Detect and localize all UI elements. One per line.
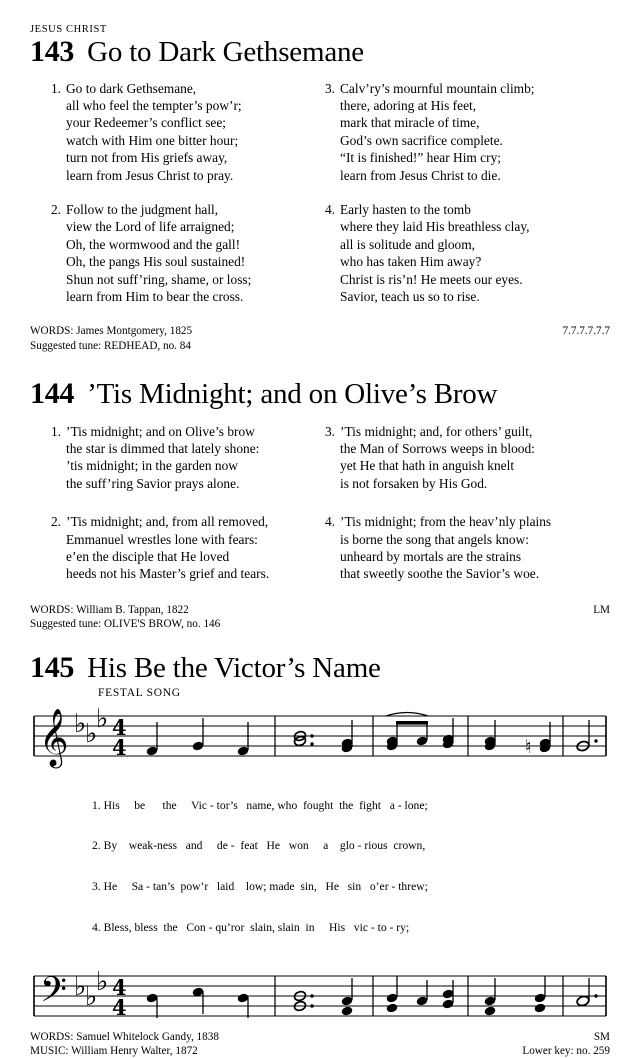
verse: [320, 80, 610, 184]
verse-line: watch with Him one bitter hour;: [66, 132, 239, 148]
natural-icon: ♮: [525, 735, 532, 758]
credit-row-words: [30, 324, 610, 338]
hymn-145-title-row: [30, 652, 610, 684]
flat-icon: ♭: [96, 967, 109, 997]
bass-staff: [30, 968, 610, 1026]
verse-line: ’tis midnight; in the garden now: [66, 458, 238, 474]
lower-key-note: Lower key: no. 259: [522, 1045, 610, 1058]
notes-bass: [146, 976, 606, 1018]
verse: [46, 201, 320, 305]
verse-line: heeds not his Master’s grief and tears.: [66, 566, 270, 582]
hymn-144-verses: [30, 423, 610, 583]
verse: [46, 80, 320, 184]
credit-row-words: [30, 1030, 610, 1044]
hymn-143-verses: [30, 80, 610, 306]
words-credit: WORDS: Samuel Whitelock Gandy, 1838: [30, 1030, 219, 1043]
verse-line: e’en the disciple that He loved: [66, 548, 230, 564]
lyric-stanza-4: 4. Bless, bless the Con - qu’ror slain, slain in His vic - to - ry;: [92, 921, 410, 935]
verse-lines: [66, 513, 320, 583]
verse-number: 4.: [324, 201, 335, 217]
verse-line: mark that miracle of time,: [340, 115, 480, 131]
verse-line: all is solitude and gloom,: [340, 236, 476, 252]
treble-staff: [30, 708, 610, 770]
verse-lines: [66, 80, 320, 184]
verse-line: the star is dimmed that lately shone:: [66, 440, 260, 456]
music-treble-system: [30, 708, 610, 770]
hymn-144-title: ’Tis Midnight; and on Olive’s Brow: [87, 378, 498, 410]
music-bass-system: [30, 968, 610, 1026]
hymn-145-title: His Be the Victor’s Name: [87, 652, 381, 684]
words-credit: WORDS: James Montgomery, 1825: [30, 325, 193, 338]
verse-number: 2.: [50, 514, 61, 530]
flat-icon: ♭: [85, 718, 98, 749]
verse-lines: [66, 201, 320, 305]
hymn-143-title: Go to Dark Gethsemane: [87, 36, 364, 68]
verse-line: Savior, teach us so to rise.: [340, 288, 480, 304]
verse-line: learn from Jesus Christ to die.: [340, 167, 501, 183]
verse-line: there, adoring at His feet,: [340, 97, 477, 113]
verse-line: view the Lord of life arraigned;: [66, 219, 235, 235]
verse-line: Go to dark Gethsemane,: [66, 80, 197, 96]
verse-line: Calv’ry’s mournful mountain climb;: [340, 80, 535, 96]
verse-line: your Redeemer’s conflict see;: [66, 115, 227, 131]
hymn-143: [30, 24, 610, 353]
verse-line: the suff’ring Savior prays alone.: [66, 475, 240, 491]
verse: [320, 513, 610, 583]
verse-line: ’Tis midnight; and on Olive’s brow: [66, 423, 255, 439]
verse-line: Early hasten to the tomb: [340, 201, 471, 217]
hymn-145: [30, 652, 610, 1058]
verse-line: Emmanuel wrestles lone with fears:: [66, 531, 258, 547]
hymn-143-credits: [30, 324, 610, 352]
hymn-143-column-right: [320, 80, 610, 306]
verse-line: ’Tis midnight; from the heav’nly plains: [340, 514, 552, 530]
verse-lines: [66, 423, 320, 493]
verse-number: 3.: [324, 423, 335, 439]
verse-line: that sweetly soothe the Savior’s woe.: [340, 566, 540, 582]
lyric-stanza-2: 2. By weak-ness and de - feat He won a glo - rious crown,: [92, 839, 426, 853]
verse-number: 2.: [50, 201, 61, 217]
hymn-144-column-right: [320, 423, 610, 583]
time-signature-bottom: 4: [112, 734, 127, 760]
hymn-144-title-row: [30, 378, 610, 410]
verse-line: Christ is ris’n! He meets our eyes.: [340, 271, 523, 287]
hymn-143-number: 143: [30, 35, 75, 68]
verse-line: learn from Jesus Christ to pray.: [66, 167, 234, 183]
notes-treble: [146, 712, 606, 758]
verse-line: Shun not suff’ring, shame, or loss;: [66, 271, 252, 287]
suggested-tune-credit: Suggested tune: OLIVE'S BROW, no. 146: [30, 617, 221, 630]
suggested-tune-credit: Suggested tune: REDHEAD, no. 84: [30, 339, 191, 352]
bass-clef-icon: 𝄢: [40, 968, 68, 1018]
credit-row-tune: [30, 339, 610, 353]
hymn-143-column-left: [30, 80, 320, 306]
verse-line: unheard by mortals are the strains: [340, 548, 522, 564]
verse: [320, 201, 610, 305]
verse: [46, 513, 320, 583]
hymn-144: [30, 378, 610, 631]
verse: [320, 423, 610, 493]
verse: [46, 423, 320, 493]
flat-icon: ♭: [74, 708, 87, 739]
verse-line: is borne the song that angels know:: [340, 531, 529, 547]
hymn-143-title-row: [30, 36, 610, 68]
verse-line: learn from Him to bear the cross.: [66, 288, 244, 304]
meter-label: 7.7.7.7.7.7: [562, 325, 610, 338]
credit-row-music: [30, 1044, 610, 1058]
hymn-145-tune-name: FESTAL SONG: [98, 686, 181, 699]
music-lyrics: [92, 772, 610, 962]
meter-label: LM: [593, 603, 610, 616]
verse-line: Oh, the pangs His soul sustained!: [66, 254, 246, 270]
flat-icon: ♭: [96, 707, 109, 734]
verse-line: ’Tis midnight; and, for others’ guilt,: [340, 423, 533, 439]
verse-line: Follow to the judgment hall,: [66, 201, 219, 217]
verse-number: 4.: [324, 514, 335, 530]
time-signature-top: 4: [112, 974, 127, 1000]
words-credit: WORDS: William B. Tappan, 1822: [30, 603, 189, 616]
hymn-145-number: 145: [30, 651, 75, 684]
credit-row-tune: [30, 617, 610, 631]
flat-icon: ♭: [74, 971, 87, 1002]
verse-line: “It is finished!” hear Him cry;: [340, 150, 502, 166]
verse-line: turn not from His griefs away,: [66, 150, 228, 166]
section-label: JESUS CHRIST: [30, 24, 107, 35]
hymn-144-credits: [30, 603, 610, 631]
verse-line: all who feel the tempter’s pow’r;: [66, 97, 242, 113]
hymn-145-credits: [30, 1030, 610, 1058]
verse-lines: [340, 423, 610, 493]
verse-number: 3.: [324, 80, 335, 96]
verse-lines: [340, 513, 610, 583]
hymn-144-number: 144: [30, 377, 75, 410]
verse-line: the Man of Sorrows weeps in blood:: [340, 440, 535, 456]
verse-number: 1.: [50, 423, 61, 439]
verse-line: is not forsaken by His God.: [340, 475, 488, 491]
time-signature-bottom: 4: [112, 994, 127, 1020]
flat-icon: ♭: [85, 981, 98, 1012]
verse-line: where they laid His breathless clay,: [340, 219, 530, 235]
music-credit: MUSIC: William Henry Walter, 1872: [30, 1045, 198, 1058]
verse-line: Oh, the wormwood and the gall!: [66, 236, 241, 252]
meter-label: SM: [593, 1030, 610, 1043]
credit-row-words: [30, 603, 610, 617]
hymn-144-column-left: [30, 423, 320, 583]
verse-lines: [340, 201, 610, 305]
verse-line: yet He that hath in anguish knelt: [340, 458, 515, 474]
time-signature-top: 4: [112, 714, 127, 740]
verse-line: who has taken Him away?: [340, 254, 482, 270]
lyric-stanza-1: 1. His be the Vic - tor’s name, who fought the fight a - lone;: [92, 798, 428, 812]
verse-line: ’Tis midnight; and, from all removed,: [66, 514, 269, 530]
verse-line: God’s own sacrifice complete.: [340, 132, 503, 148]
treble-clef-icon: 𝄞: [39, 707, 69, 766]
lyric-stanza-3: 3. He Sa - tan’s pow’r laid low; made sin, He sin o’er - threw;: [92, 880, 428, 894]
verse-number: 1.: [50, 80, 61, 96]
verse-lines: [340, 80, 610, 184]
